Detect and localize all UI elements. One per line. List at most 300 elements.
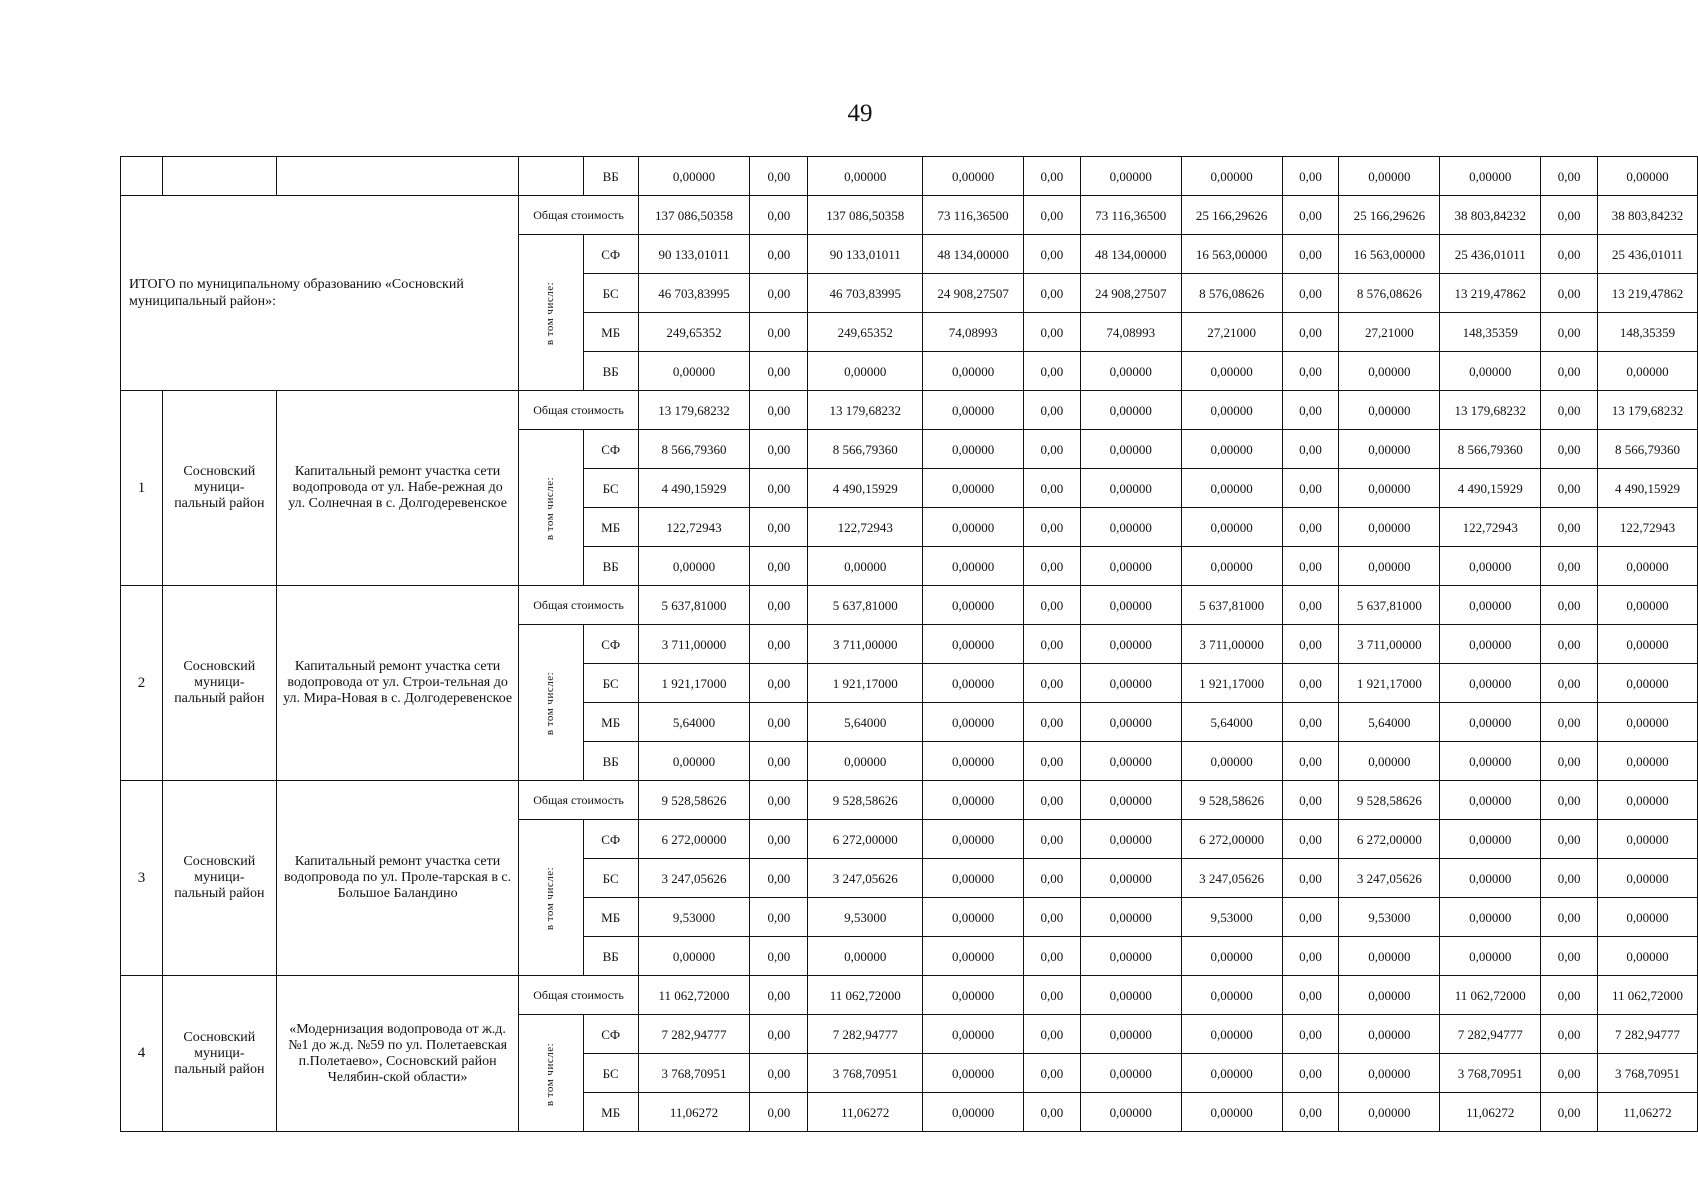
value-cell: 0,00000 <box>1598 664 1698 703</box>
value-cell: 6 272,00000 <box>638 820 750 859</box>
value-cell: 7 282,94777 <box>1440 1015 1541 1054</box>
value-cell: 0,00 <box>1541 547 1598 586</box>
value-cell: 3 711,00000 <box>638 625 750 664</box>
value-cell: 0,00 <box>750 391 808 430</box>
value-cell: 0,00 <box>750 157 808 196</box>
organization-name: Сосновский муници-пальный район <box>162 391 276 586</box>
value-cell: 3 247,05626 <box>638 859 750 898</box>
value-cell: 0,00000 <box>1598 898 1698 937</box>
value-cell: 0,00000 <box>923 157 1024 196</box>
value-cell: 0,00 <box>1282 352 1339 391</box>
in-number-text: в том числе: <box>544 671 557 736</box>
value-cell: 11,06272 <box>1440 1093 1541 1132</box>
value-cell: 148,35359 <box>1598 313 1698 352</box>
value-cell: 38 803,84232 <box>1598 196 1698 235</box>
in-number-text: в том числе: <box>544 1042 557 1106</box>
value-cell: 0,00 <box>1023 547 1080 586</box>
value-cell: 0,00000 <box>1181 1093 1282 1132</box>
value-cell: 0,00 <box>750 196 808 235</box>
value-cell: 0,00000 <box>1440 586 1541 625</box>
in-number-label <box>519 430 583 586</box>
value-cell: 0,00 <box>1282 157 1339 196</box>
value-cell: 0,00000 <box>1080 547 1181 586</box>
row-number: 2 <box>121 586 163 781</box>
value-cell: 148,35359 <box>1440 313 1541 352</box>
value-cell: 0,00000 <box>1080 859 1181 898</box>
source-label: СФ <box>583 625 638 664</box>
value-cell: 9,53000 <box>638 898 750 937</box>
value-cell: 0,00000 <box>1440 898 1541 937</box>
value-cell: 249,65352 <box>808 313 923 352</box>
value-cell: 3 711,00000 <box>808 625 923 664</box>
value-cell: 0,00000 <box>1080 742 1181 781</box>
value-cell: 8 576,08626 <box>1339 274 1440 313</box>
value-cell: 11 062,72000 <box>1440 976 1541 1015</box>
value-cell: 0,00 <box>1541 196 1598 235</box>
value-cell: 0,00000 <box>808 547 923 586</box>
row-number: 3 <box>121 781 163 976</box>
value-cell: 9,53000 <box>1339 898 1440 937</box>
value-cell: 0,00000 <box>923 430 1024 469</box>
value-cell: 0,00000 <box>1181 1054 1282 1093</box>
organization-name: Сосновский муници-пальный район <box>162 586 276 781</box>
total-cost-label: Общая стоимость <box>519 391 638 430</box>
value-cell: 0,00000 <box>923 664 1024 703</box>
value-cell: 8 566,79360 <box>1440 430 1541 469</box>
value-cell: 6 272,00000 <box>808 820 923 859</box>
source-label: ВБ <box>583 352 638 391</box>
value-cell: 0,00 <box>750 469 808 508</box>
value-cell: 0,00000 <box>1080 586 1181 625</box>
value-cell: 0,00 <box>750 664 808 703</box>
value-cell: 0,00 <box>750 586 808 625</box>
value-cell: 0,00000 <box>1080 1093 1181 1132</box>
value-cell: 13 179,68232 <box>638 391 750 430</box>
organization-name: Сосновский муници-пальный район <box>162 781 276 976</box>
value-cell: 9,53000 <box>808 898 923 937</box>
source-label: МБ <box>583 1093 638 1132</box>
source-label: БС <box>583 859 638 898</box>
value-cell: 0,00000 <box>923 976 1024 1015</box>
value-cell: 0,00 <box>1023 508 1080 547</box>
table-row <box>121 781 1698 820</box>
value-cell: 3 711,00000 <box>1181 625 1282 664</box>
source-label: ВБ <box>583 937 638 976</box>
value-cell: 0,00 <box>1282 976 1339 1015</box>
value-cell: 0,00 <box>1282 508 1339 547</box>
value-cell: 0,00 <box>1282 196 1339 235</box>
value-cell: 0,00 <box>750 430 808 469</box>
value-cell: 0,00 <box>1023 196 1080 235</box>
source-label: СФ <box>583 430 638 469</box>
value-cell: 0,00000 <box>1598 586 1698 625</box>
value-cell: 8 576,08626 <box>1181 274 1282 313</box>
value-cell: 0,00000 <box>638 352 750 391</box>
value-cell: 5,64000 <box>1339 703 1440 742</box>
value-cell: 0,00000 <box>1598 352 1698 391</box>
value-cell: 0,00000 <box>808 157 923 196</box>
source-label: СФ <box>583 820 638 859</box>
in-number-label <box>519 1015 583 1132</box>
value-cell: 0,00000 <box>1181 430 1282 469</box>
value-cell: 0,00 <box>750 274 808 313</box>
value-cell: 249,65352 <box>638 313 750 352</box>
value-cell: 0,00 <box>750 859 808 898</box>
value-cell: 0,00 <box>1023 625 1080 664</box>
value-cell: 0,00 <box>750 976 808 1015</box>
value-cell: 0,00000 <box>923 703 1024 742</box>
value-cell: 0,00000 <box>1440 781 1541 820</box>
value-cell: 0,00000 <box>1339 391 1440 430</box>
value-cell: 0,00000 <box>638 937 750 976</box>
organization-name: Сосновский муници-пальный район <box>162 976 276 1132</box>
value-cell: 0,00000 <box>1440 859 1541 898</box>
value-cell: 0,00000 <box>1080 898 1181 937</box>
value-cell: 4 490,15929 <box>1598 469 1698 508</box>
value-cell: 0,00000 <box>1181 391 1282 430</box>
value-cell: 0,00 <box>1282 1015 1339 1054</box>
value-cell: 0,00 <box>750 313 808 352</box>
value-cell: 0,00 <box>750 625 808 664</box>
value-cell: 0,00 <box>1023 430 1080 469</box>
value-cell: 0,00 <box>750 508 808 547</box>
value-cell: 7 282,94777 <box>638 1015 750 1054</box>
value-cell: 0,00000 <box>1339 1054 1440 1093</box>
value-cell: 0,00000 <box>923 898 1024 937</box>
value-cell: 13 219,47862 <box>1598 274 1698 313</box>
value-cell: 0,00000 <box>1080 391 1181 430</box>
value-cell: 0,00000 <box>1598 742 1698 781</box>
value-cell: 0,00 <box>1282 586 1339 625</box>
value-cell: 25 436,01011 <box>1598 235 1698 274</box>
value-cell: 3 711,00000 <box>1339 625 1440 664</box>
value-cell: 0,00 <box>1282 1054 1339 1093</box>
value-cell: 0,00000 <box>1598 625 1698 664</box>
value-cell: 0,00 <box>1023 586 1080 625</box>
value-cell: 0,00 <box>1282 469 1339 508</box>
value-cell: 8 566,79360 <box>638 430 750 469</box>
project-description: Капитальный ремонт участка сети водопровода по ул. Проле-тарская в с. Большое Баландино <box>276 781 519 976</box>
value-cell: 0,00 <box>750 352 808 391</box>
value-cell: 0,00 <box>1282 898 1339 937</box>
value-cell: 0,00 <box>1023 664 1080 703</box>
value-cell: 0,00000 <box>1339 1015 1440 1054</box>
value-cell: 0,00000 <box>923 469 1024 508</box>
value-cell: 0,00 <box>1541 1054 1598 1093</box>
value-cell: 8 566,79360 <box>808 430 923 469</box>
value-cell: 0,00 <box>750 547 808 586</box>
value-cell: 0,00000 <box>1080 508 1181 547</box>
in-number-text: в том числе: <box>544 281 557 346</box>
value-cell: 0,00000 <box>1080 781 1181 820</box>
value-cell: 0,00 <box>1541 820 1598 859</box>
value-cell: 3 247,05626 <box>808 859 923 898</box>
value-cell: 0,00 <box>1282 1093 1339 1132</box>
value-cell: 8 566,79360 <box>1598 430 1698 469</box>
value-cell: 0,00 <box>1282 742 1339 781</box>
value-cell: 13 179,68232 <box>1598 391 1698 430</box>
value-cell: 0,00000 <box>923 781 1024 820</box>
value-cell: 48 134,00000 <box>1080 235 1181 274</box>
value-cell: 0,00 <box>1541 703 1598 742</box>
value-cell: 0,00000 <box>1181 976 1282 1015</box>
value-cell: 0,00 <box>1541 976 1598 1015</box>
value-cell: 0,00 <box>1023 1054 1080 1093</box>
value-cell: 11 062,72000 <box>638 976 750 1015</box>
value-cell: 73 116,36500 <box>923 196 1024 235</box>
table-row <box>121 157 1698 196</box>
value-cell: 0,00000 <box>1339 742 1440 781</box>
source-label: СФ <box>583 235 638 274</box>
value-cell: 11 062,72000 <box>808 976 923 1015</box>
value-cell: 48 134,00000 <box>923 235 1024 274</box>
source-label: ВБ <box>583 742 638 781</box>
value-cell: 73 116,36500 <box>1080 196 1181 235</box>
total-cost-label: Общая стоимость <box>519 781 638 820</box>
value-cell: 0,00000 <box>923 820 1024 859</box>
value-cell: 0,00 <box>1282 937 1339 976</box>
empty-cell <box>276 157 519 196</box>
value-cell: 0,00 <box>1541 742 1598 781</box>
value-cell: 0,00000 <box>1080 157 1181 196</box>
value-cell: 0,00 <box>1541 430 1598 469</box>
value-cell: 0,00000 <box>1440 937 1541 976</box>
in-number-text: в том числе: <box>544 476 557 541</box>
value-cell: 0,00 <box>1282 820 1339 859</box>
value-cell: 0,00000 <box>1339 547 1440 586</box>
value-cell: 0,00000 <box>1339 469 1440 508</box>
value-cell: 0,00 <box>1023 742 1080 781</box>
value-cell: 0,00 <box>1541 313 1598 352</box>
value-cell: 0,00 <box>1541 391 1598 430</box>
value-cell: 0,00 <box>1541 274 1598 313</box>
value-cell: 0,00 <box>1541 469 1598 508</box>
value-cell: 0,00000 <box>1080 625 1181 664</box>
value-cell: 3 768,70951 <box>1598 1054 1698 1093</box>
value-cell: 90 133,01011 <box>638 235 750 274</box>
value-cell: 0,00000 <box>923 625 1024 664</box>
value-cell: 0,00 <box>1282 274 1339 313</box>
value-cell: 0,00 <box>1282 703 1339 742</box>
value-cell: 0,00000 <box>1181 937 1282 976</box>
value-cell: 7 282,94777 <box>808 1015 923 1054</box>
value-cell: 0,00000 <box>1440 352 1541 391</box>
value-cell: 0,00000 <box>923 586 1024 625</box>
value-cell: 0,00 <box>1023 976 1080 1015</box>
value-cell: 5,64000 <box>638 703 750 742</box>
value-cell: 0,00000 <box>1080 430 1181 469</box>
value-cell: 0,00 <box>1541 1093 1598 1132</box>
value-cell: 0,00000 <box>1598 859 1698 898</box>
value-cell: 0,00 <box>1282 781 1339 820</box>
source-label: ВБ <box>583 547 638 586</box>
value-cell: 0,00000 <box>1080 469 1181 508</box>
budget-table <box>120 156 1698 1132</box>
value-cell: 0,00000 <box>923 1015 1024 1054</box>
value-cell: 0,00000 <box>1598 547 1698 586</box>
value-cell: 1 921,17000 <box>808 664 923 703</box>
value-cell: 0,00 <box>1023 274 1080 313</box>
table-row <box>121 391 1698 430</box>
value-cell: 11,06272 <box>1598 1093 1698 1132</box>
value-cell: 25 436,01011 <box>1440 235 1541 274</box>
value-cell: 74,08993 <box>1080 313 1181 352</box>
value-cell: 13 219,47862 <box>1440 274 1541 313</box>
value-cell: 5 637,81000 <box>1339 586 1440 625</box>
value-cell: 0,00000 <box>808 352 923 391</box>
source-label: МБ <box>583 898 638 937</box>
value-cell: 0,00000 <box>923 1054 1024 1093</box>
value-cell: 4 490,15929 <box>638 469 750 508</box>
value-cell: 0,00 <box>1541 859 1598 898</box>
source-label: БС <box>583 274 638 313</box>
value-cell: 0,00 <box>1023 391 1080 430</box>
value-cell: 0,00 <box>750 898 808 937</box>
value-cell: 74,08993 <box>923 313 1024 352</box>
value-cell: 0,00000 <box>1598 937 1698 976</box>
value-cell: 0,00000 <box>1339 508 1440 547</box>
value-cell: 0,00000 <box>1080 1054 1181 1093</box>
page-number: 49 <box>847 100 873 127</box>
value-cell: 0,00000 <box>1080 937 1181 976</box>
value-cell: 0,00000 <box>1181 1015 1282 1054</box>
value-cell: 3 768,70951 <box>1440 1054 1541 1093</box>
value-cell: 0,00 <box>1023 781 1080 820</box>
value-cell: 25 166,29626 <box>1339 196 1440 235</box>
value-cell: 0,00 <box>1541 625 1598 664</box>
value-cell: 0,00 <box>1541 235 1598 274</box>
value-cell: 0,00000 <box>1440 157 1541 196</box>
value-cell: 0,00000 <box>1339 430 1440 469</box>
value-cell: 0,00 <box>1282 430 1339 469</box>
value-cell: 16 563,00000 <box>1181 235 1282 274</box>
value-cell: 1 921,17000 <box>1339 664 1440 703</box>
value-cell: 5 637,81000 <box>808 586 923 625</box>
value-cell: 6 272,00000 <box>1339 820 1440 859</box>
value-cell: 9 528,58626 <box>638 781 750 820</box>
value-cell: 0,00000 <box>1080 664 1181 703</box>
value-cell: 0,00000 <box>1440 625 1541 664</box>
value-cell: 0,00 <box>750 703 808 742</box>
in-number-text: в том числе: <box>544 866 557 931</box>
value-cell: 0,00 <box>1541 508 1598 547</box>
source-label: БС <box>583 1054 638 1093</box>
value-cell: 0,00000 <box>1339 352 1440 391</box>
project-description: Капитальный ремонт участка сети водопровода от ул. Строи-тельная до ул. Мира-Новая в с. Долгодеревенское <box>276 586 519 781</box>
source-label: ВБ <box>583 157 638 196</box>
value-cell: 0,00 <box>1541 664 1598 703</box>
value-cell: 5,64000 <box>808 703 923 742</box>
value-cell: 0,00 <box>1282 391 1339 430</box>
value-cell: 3 247,05626 <box>1181 859 1282 898</box>
value-cell: 0,00 <box>1541 937 1598 976</box>
value-cell: 0,00000 <box>923 859 1024 898</box>
value-cell: 0,00000 <box>638 742 750 781</box>
row-number: 4 <box>121 976 163 1132</box>
value-cell: 0,00 <box>1282 859 1339 898</box>
value-cell: 0,00000 <box>923 391 1024 430</box>
value-cell: 0,00000 <box>1598 703 1698 742</box>
value-cell: 5 637,81000 <box>638 586 750 625</box>
value-cell: 0,00 <box>1282 625 1339 664</box>
value-cell: 0,00000 <box>1080 703 1181 742</box>
empty-cell <box>121 157 163 196</box>
value-cell: 3 768,70951 <box>808 1054 923 1093</box>
itogo-label: ИТОГО по муниципальному образованию «Сосновский муниципальный район»: <box>121 196 519 391</box>
empty-cell <box>519 157 583 196</box>
value-cell: 1 921,17000 <box>638 664 750 703</box>
value-cell: 0,00 <box>1541 157 1598 196</box>
value-cell: 0,00 <box>750 937 808 976</box>
value-cell: 0,00000 <box>1181 157 1282 196</box>
value-cell: 25 166,29626 <box>1181 196 1282 235</box>
value-cell: 38 803,84232 <box>1440 196 1541 235</box>
value-cell: 4 490,15929 <box>1440 469 1541 508</box>
value-cell: 0,00000 <box>1181 352 1282 391</box>
value-cell: 0,00000 <box>923 508 1024 547</box>
value-cell: 0,00 <box>750 820 808 859</box>
value-cell: 0,00 <box>1541 898 1598 937</box>
value-cell: 0,00000 <box>1598 157 1698 196</box>
value-cell: 0,00000 <box>1080 976 1181 1015</box>
value-cell: 0,00 <box>750 1093 808 1132</box>
value-cell: 13 179,68232 <box>1440 391 1541 430</box>
value-cell: 9,53000 <box>1181 898 1282 937</box>
in-number-label <box>519 235 583 391</box>
value-cell: 0,00000 <box>1440 820 1541 859</box>
value-cell: 0,00 <box>750 742 808 781</box>
table-row <box>121 976 1698 1015</box>
value-cell: 0,00000 <box>1181 547 1282 586</box>
value-cell: 122,72943 <box>1598 508 1698 547</box>
value-cell: 0,00 <box>750 235 808 274</box>
value-cell: 137 086,50358 <box>638 196 750 235</box>
value-cell: 122,72943 <box>808 508 923 547</box>
value-cell: 0,00 <box>750 1015 808 1054</box>
value-cell: 11,06272 <box>638 1093 750 1132</box>
table-body <box>121 157 1698 1132</box>
source-label: МБ <box>583 313 638 352</box>
value-cell: 0,00000 <box>638 547 750 586</box>
value-cell: 9 528,58626 <box>808 781 923 820</box>
value-cell: 0,00000 <box>1339 976 1440 1015</box>
value-cell: 0,00 <box>1023 937 1080 976</box>
value-cell: 0,00000 <box>1440 742 1541 781</box>
value-cell: 0,00 <box>1023 820 1080 859</box>
value-cell: 0,00000 <box>808 937 923 976</box>
value-cell: 3 247,05626 <box>1339 859 1440 898</box>
value-cell: 0,00000 <box>1080 1015 1181 1054</box>
value-cell: 7 282,94777 <box>1598 1015 1698 1054</box>
source-label: БС <box>583 469 638 508</box>
value-cell: 46 703,83995 <box>638 274 750 313</box>
source-label: МБ <box>583 508 638 547</box>
value-cell: 46 703,83995 <box>808 274 923 313</box>
source-label: СФ <box>583 1015 638 1054</box>
in-number-label <box>519 625 583 781</box>
value-cell: 0,00000 <box>1440 664 1541 703</box>
value-cell: 5 637,81000 <box>1181 586 1282 625</box>
in-number-label <box>519 820 583 976</box>
value-cell: 0,00000 <box>923 937 1024 976</box>
value-cell: 16 563,00000 <box>1339 235 1440 274</box>
row-number: 1 <box>121 391 163 586</box>
value-cell: 6 272,00000 <box>1181 820 1282 859</box>
value-cell: 122,72943 <box>1440 508 1541 547</box>
value-cell: 11,06272 <box>808 1093 923 1132</box>
value-cell: 137 086,50358 <box>808 196 923 235</box>
value-cell: 0,00000 <box>1598 820 1698 859</box>
